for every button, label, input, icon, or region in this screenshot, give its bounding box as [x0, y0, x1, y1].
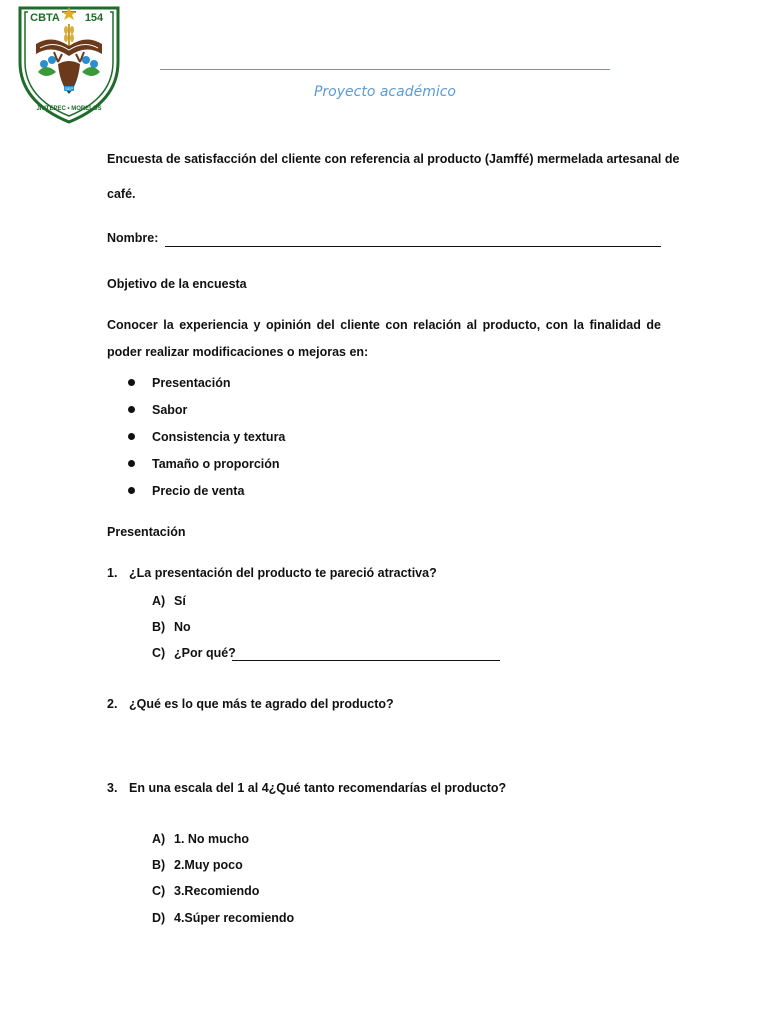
bullet-icon — [128, 379, 135, 386]
question-number: 1. — [107, 566, 118, 580]
seal-bottom-text: JIUTEPEC • MORELOS — [36, 106, 102, 112]
objective-title: Objetivo de la encuesta — [107, 277, 247, 291]
bullet-icon — [128, 433, 135, 440]
answer-blank-line — [232, 660, 500, 661]
bullet-icon — [128, 406, 135, 413]
question-number: 3. — [107, 781, 118, 795]
intro-line-1: Encuesta de satisfacción del cliente con referencia al producto (Jamffé) mermelada artesanal de — [107, 152, 680, 166]
list-item: Precio de venta — [128, 484, 285, 511]
document-page: CBTA 154 SEP JIUTEPEC • MORELOS Proyecto académico Encuesta de satisfacción del cliente con referencia al producto (Jamffé) mermelada artesanal de café. Nombre: Objetivo de la encuesta Conocer la experiencia y opinión del cliente con relación al producto, con la finalidad de poder realizar modificaciones o mejoras en: Presentación Sabor Consistencia y textura Tamaño o proporción Precio de venta Presentación 1. ¿La presentación del producto te pareció atractiva? A) Sí B) No C) ¿Por qué? 2. ¿Qué es lo que más te agrado del producto? 3. En una escala del 1 al 4¿Qué tanto recomendarías el producto? A) 1. No mucho B) 2.Muy poco C) 3.Recomiendo D) 4.Súper recomiendo — [0, 0, 768, 1024]
list-item: Presentación — [128, 376, 285, 403]
bullet-icon — [128, 460, 135, 467]
list-item: Sabor — [128, 403, 285, 430]
seal-top-number: 154 — [84, 12, 104, 24]
list-item: Consistencia y textura — [128, 430, 285, 457]
intro-line-2: café. — [107, 187, 136, 201]
seal-top-text: CBTA — [30, 12, 60, 24]
question-text: En una escala del 1 al 4¿Qué tanto recomendarías el producto? — [129, 781, 507, 795]
seal-emblem-text: SEP — [64, 86, 74, 91]
name-blank-line — [165, 246, 661, 247]
objective-text: Conocer la experiencia y opinión del cliente con relación al producto, con la finalidad de poder realizar modificaciones o mejoras en: — [107, 318, 661, 359]
question-text: ¿La presentación del producto te pareció atractiva? — [129, 566, 437, 580]
bullet-icon — [128, 487, 135, 494]
question-number: 2. — [107, 697, 118, 711]
list-item: Tamaño o proporción — [128, 457, 285, 484]
section-title-presentation: Presentación — [107, 525, 186, 539]
header-rule — [160, 69, 610, 70]
improvement-list — [128, 376, 285, 511]
name-field-row — [107, 231, 661, 249]
name-label: Nombre: — [107, 231, 159, 245]
question-text: ¿Qué es lo que más te agrado del producto? — [129, 697, 394, 711]
header-subtitle: Proyecto académico — [313, 84, 456, 100]
school-seal-logo — [16, 2, 122, 126]
